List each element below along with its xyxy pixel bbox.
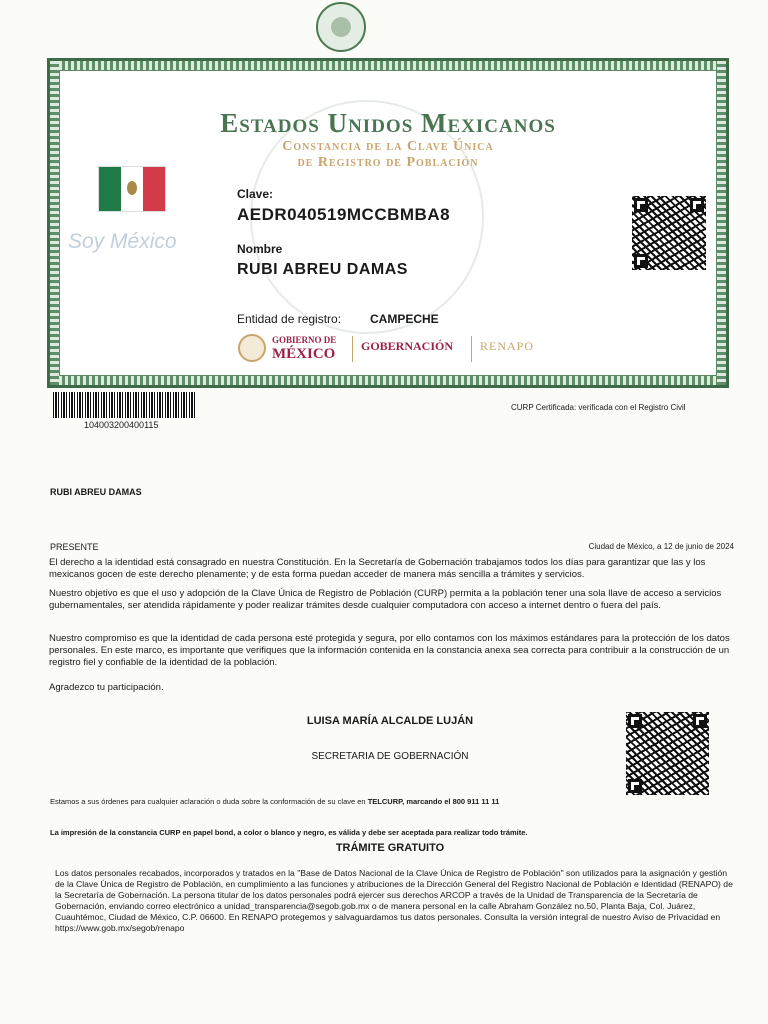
gobierno-mexico-logo	[272, 334, 336, 362]
certified-note: CURP Certificada: verificada con el Registro Civil	[511, 403, 686, 412]
qr-finder-icon	[628, 714, 642, 728]
renapo-logo: RENAPO	[480, 339, 535, 353]
presente-label: PRESENTE	[50, 542, 99, 552]
entidad-label: Entidad de registro:	[237, 312, 342, 326]
print-validity-note: La impresión de la constancia CURP en papel bond, a color o blanco y negro, es válida y debe ser aceptada para realizar todo trámite.	[50, 828, 528, 837]
clave-label: Clave:	[237, 187, 274, 201]
frame-border-top	[50, 61, 726, 70]
gobierno-logo-line2: MÉXICO	[272, 346, 336, 362]
contact-phone: TELCURP, marcando el 800 911 11 11	[367, 797, 500, 806]
thanks-line: Agradezco tu participación.	[49, 682, 164, 693]
privacy-notice: Los datos personales recabados, incorporados y tratados en la "Base de Datos Nacional de la Clave Única de Registro de Población" son utilizados para la asignación y gestión de la Clave Única de Registro de Población, en cumplimiento a las funciones y atribuciones de la Dirección General del Registro Nacional de Población e Identidad (RENAPO) de la Secretaría de Gobernación. La persona titular de los datos personales podrá ejercer sus derechos ARCOP a través de la Unidad de Transparencia de la Secretaría de Gobernación, enviando correo electrónico a unidad_transparencia@segob.gob.mx o de manera personal en la calle Abraham González no.50, Planta Baja, Col. Juárez, Cuauhtémoc, Ciudad de México, C.P. 06600. En RENAPO protegemos y salvaguardamos tus datos personales. Consulta la versión integral de nuestro Aviso de Privacidad en https://www.gob.mx/segob/renapo	[55, 868, 733, 933]
subtitle-line-1: Constancia de la Clave Única	[282, 139, 494, 154]
gobierno-seal-icon	[238, 334, 266, 362]
free-procedure-label: TRÁMITE GRATUITO	[335, 842, 445, 854]
gobernacion-logo: GOBERNACIÓN	[361, 339, 454, 353]
paragraph-1: El derecho a la identidad está consagrado en nuestra Constitución. En la Secretaría de Gobernación trabajamos todos los días para garantizar que las y los mexicanos gocen de este derecho plenamente; y de esta forma puedan acceder de manera más sencilla a trámites y servicios.	[49, 557, 706, 580]
national-seal-icon	[316, 2, 366, 52]
paragraph-2: Nuestro objetivo es que el uso y adopción de la Clave Única de Registro de Población (CURP) permita a la población tener una sola llave de acceso a servicios gubernamentales, ser atendida rápidamente y poder realizar trámites desde cualquier computadora con acceso a internet dentro o fuera del país.	[49, 588, 722, 611]
logo-divider	[352, 336, 353, 362]
logo-divider-2	[471, 336, 472, 362]
entidad-value: CAMPECHE	[370, 312, 439, 326]
addressee-name: RUBI ABREU DAMAS	[50, 487, 142, 497]
document-title: Estados Unidos Mexicanos	[220, 108, 556, 138]
nombre-value: RUBI ABREU DAMAS	[237, 261, 408, 278]
qr-code-certificate	[632, 196, 706, 270]
mexico-flag-icon	[98, 166, 166, 212]
signer-name: LUISA MARÍA ALCALDE LUJÁN	[306, 715, 474, 727]
qr-finder-icon	[634, 254, 648, 268]
qr-finder-icon	[634, 198, 648, 212]
clave-value: AEDR040519MCCBMBA8	[237, 205, 451, 224]
qr-finder-icon	[693, 714, 707, 728]
nombre-label: Nombre	[237, 242, 283, 256]
contact-prefix: Estamos a sus órdenes para cualquier aclaración o duda sobre la conformación de su clave en	[50, 797, 366, 806]
qr-code-signature	[626, 712, 709, 795]
soy-mexico-watermark: Soy México	[68, 230, 177, 253]
frame-border-bottom	[50, 376, 726, 385]
barcode	[53, 392, 195, 418]
signer-title: SECRETARIA DE GOBERNACIÓN	[311, 751, 469, 762]
qr-finder-icon	[690, 198, 704, 212]
qr-finder-icon	[628, 779, 642, 793]
letter-date: Ciudad de México, a 12 de junio de 2024	[588, 542, 734, 551]
gobierno-logo-line1: GOBIERNO DE	[272, 335, 337, 345]
contact-line	[50, 797, 499, 806]
subtitle-line-2: de Registro de Población	[297, 155, 479, 170]
barcode-number: 104003200400115	[84, 420, 159, 430]
paragraph-3: Nuestro compromiso es que la identidad de cada persona esté protegida y segura, por ello contamos con los máximos estándares para la protección de los datos personales. En este marco, es importante que verifiques que la información contenida en la constancia anexa sea correcta para contribuir a la construcción de un registro fiel y confiable de la identidad de la población.	[49, 633, 730, 668]
